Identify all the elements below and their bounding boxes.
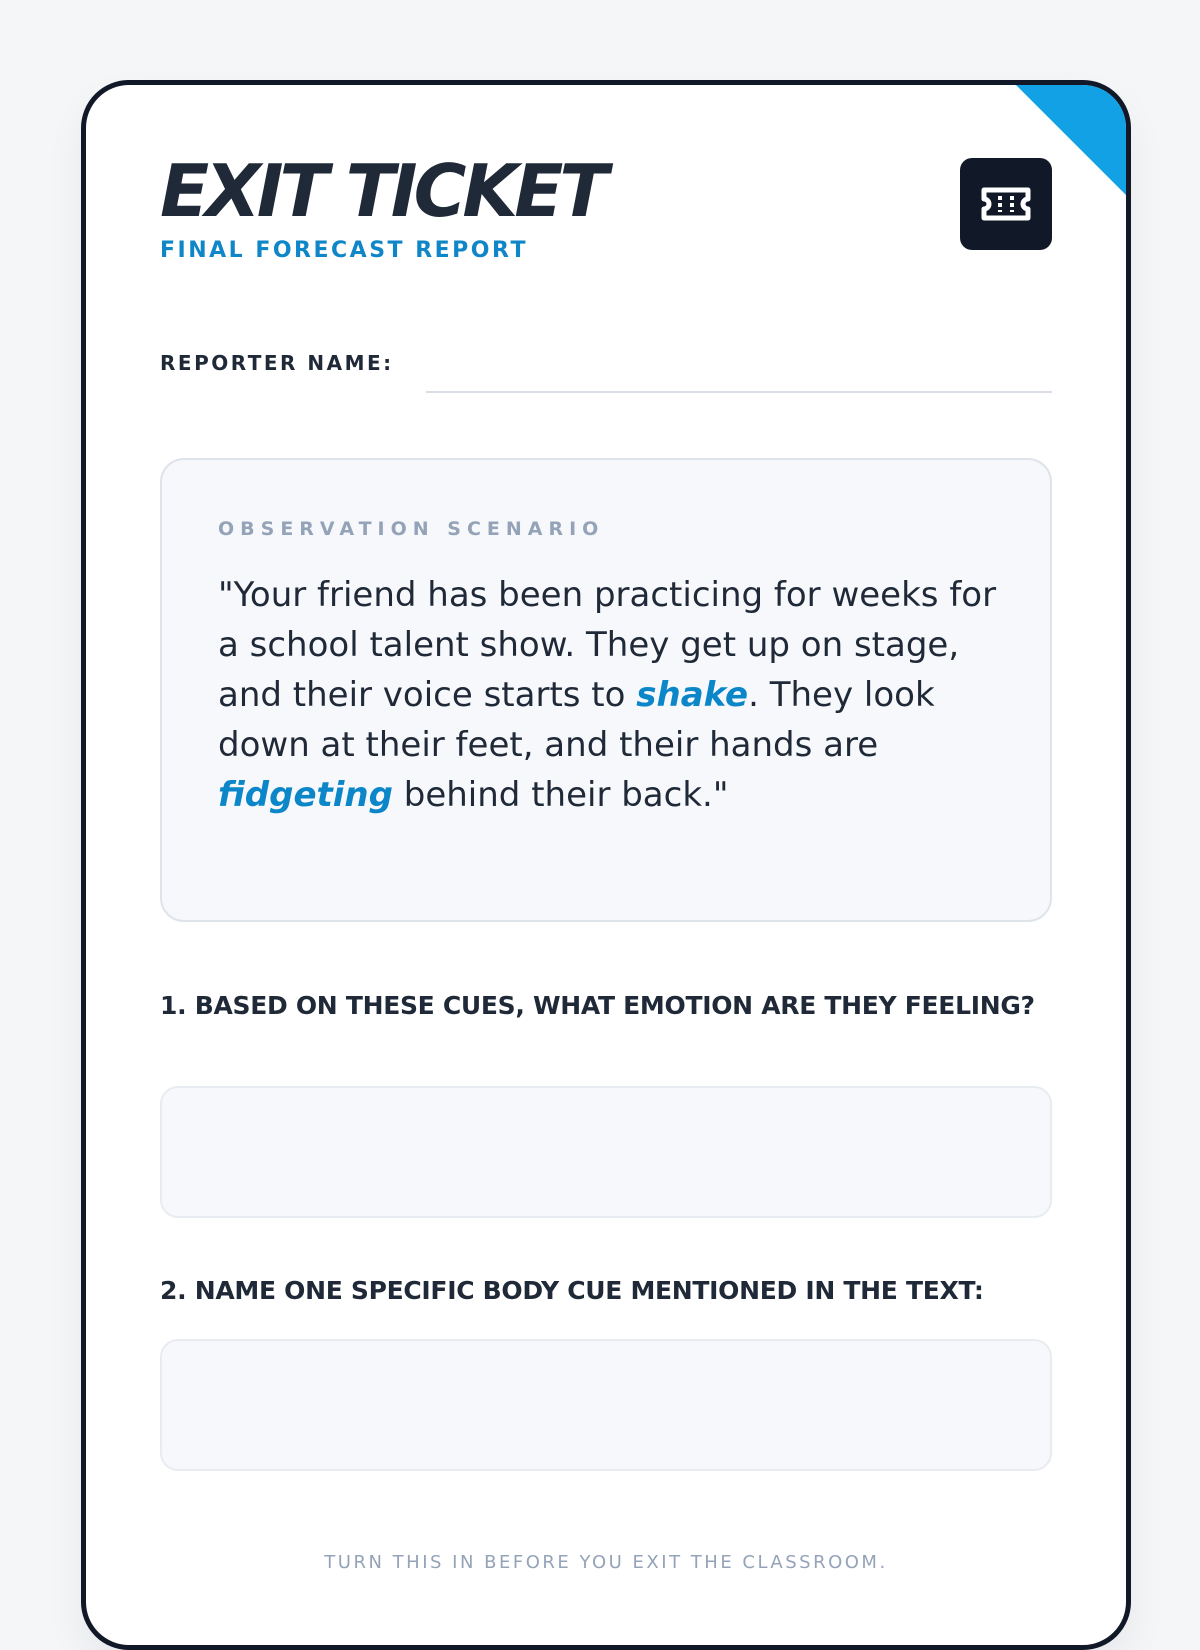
reporter-name-field[interactable] [426,390,1052,393]
question-2-answer-field[interactable] [160,1339,1052,1471]
exit-ticket-card [81,80,1131,1650]
page-subtitle: FINAL FORECAST REPORT [160,238,528,263]
ticket-button[interactable] [960,158,1052,250]
reporter-name-label: REPORTER NAME: [160,351,394,375]
page-title: EXIT TICKET [160,149,605,233]
question-1-label: 1. BASED ON THESE CUES, WHAT EMOTION ARE THEY FEELING? [160,991,1035,1020]
question-2-label: 2. NAME ONE SPECIFIC BODY CUE MENTIONED IN THE TEXT: [160,1276,984,1305]
scenario-text [218,570,1018,820]
cue-shake: shake [636,675,749,715]
scenario-text-part: behind their back." [392,775,729,815]
scenario-text-part: "Your friend has been practicing for weeks for a school talent show. They get up on stage, and their voice starts to [218,575,997,715]
observation-scenario-box [160,458,1052,922]
scenario-label: OBSERVATION SCENARIO [218,518,605,540]
ticket-icon [980,184,1032,224]
cue-fidgeting: fidgeting [218,775,393,815]
question-1-answer-field[interactable] [160,1086,1052,1218]
footer-note: TURN THIS IN BEFORE YOU EXIT THE CLASSROOM. [324,1552,888,1573]
scenario-text-part: . They look down at their feet, and their hands are [218,675,935,765]
